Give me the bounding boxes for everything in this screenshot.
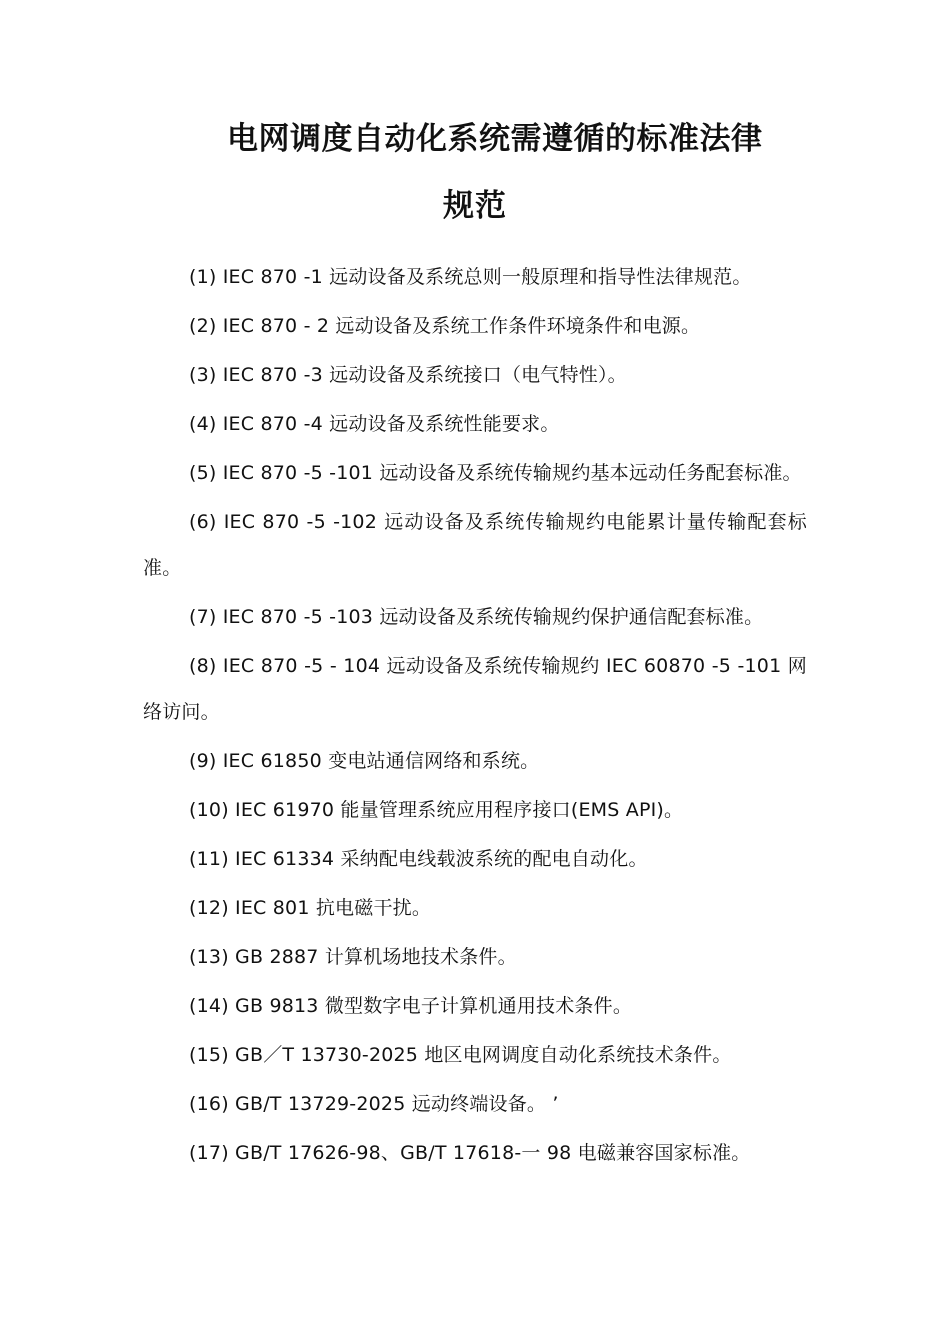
standards-list — [143, 254, 807, 1179]
list-item: (9) IEC 61850 变电站通信网络和系统。 — [189, 750, 540, 772]
list-item: (13) GB 2887 计算机场地技术条件。 — [189, 946, 517, 968]
document-title-line-2: 规范 — [443, 188, 507, 224]
list-item: (15) GB／T 13730-2025 地区电网调度自动化系统技术条件。 — [189, 1044, 732, 1066]
list-item: (2) IEC 870 - 2 远动设备及系统工作条件环境条件和电源。 — [189, 315, 701, 337]
document-title-line-1: 电网调度自动化系统需遵循的标准法律 — [227, 121, 763, 157]
list-item: (3) IEC 870 -3 远动设备及系统接口（电气特性）。 — [189, 364, 627, 386]
list-item: (5) IEC 870 -5 -101 远动设备及系统传输规约基本远动任务配套标准。 — [189, 462, 802, 484]
list-item: (1) IEC 870 -1 远动设备及系统总则一般原理和指导性法律规范。 — [189, 266, 752, 288]
list-item: (17) GB/T 17626-98、GB/T 17618-一 98 电磁兼容国家标准。 — [189, 1142, 751, 1164]
list-item: (10) IEC 61970 能量管理系统应用程序接口(EMS API)。 — [189, 799, 684, 821]
list-item: (8) IEC 870 -5 - 104 远动设备及系统传输规约 IEC 60870 -5 -101 网络访问。 — [143, 655, 807, 723]
list-item: (12) IEC 801 抗电磁干扰。 — [189, 897, 432, 919]
list-item: (14) GB 9813 微型数字电子计算机通用技术条件。 — [189, 995, 633, 1017]
list-item: (11) IEC 61334 采纳配电线载波系统的配电自动化。 — [189, 848, 648, 870]
list-item: (4) IEC 870 -4 远动设备及系统性能要求。 — [189, 413, 560, 435]
list-item: (7) IEC 870 -5 -103 远动设备及系统传输规约保护通信配套标准。 — [189, 606, 764, 628]
list-item: (6) IEC 870 -5 -102 远动设备及系统传输规约电能累计量传输配套标准。 — [143, 511, 807, 579]
list-item: (16) GB/T 13729-2025 远动终端设备。 ’ — [189, 1093, 559, 1115]
